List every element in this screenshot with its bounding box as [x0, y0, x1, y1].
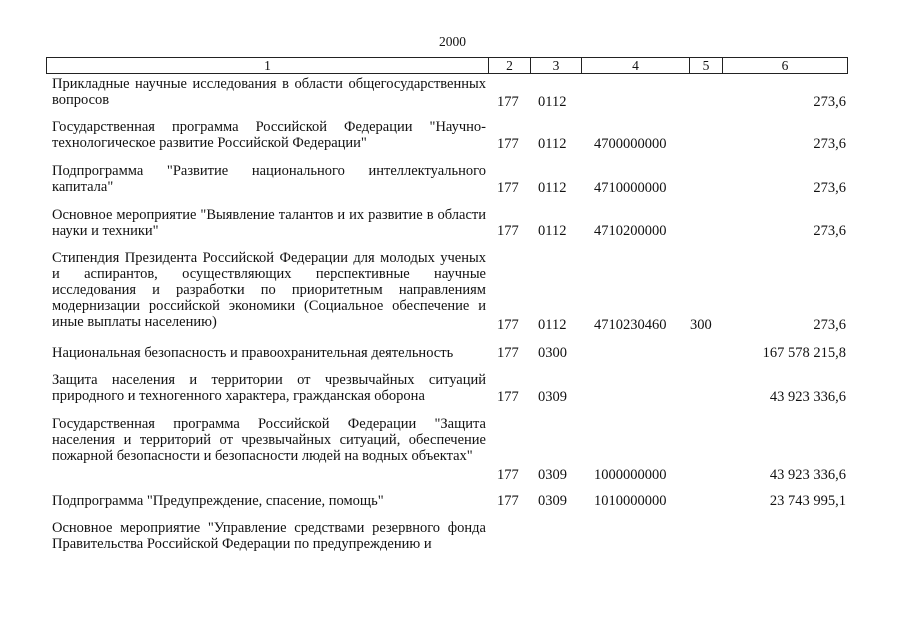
column-header-3: 3	[531, 58, 582, 74]
row-rz-code: 0112	[538, 136, 567, 152]
row-amount: 273,6	[813, 223, 846, 239]
row-rz-code: 0112	[538, 94, 567, 110]
row-gr-code: 177	[497, 345, 519, 361]
row-amount: 43 923 336,6	[769, 467, 846, 483]
row-description: Государственная программа Российской Федерации "Защита населения и территорий от чрезвычайных ситуаций, обеспечение пожарной безопасности и безопасности людей на водных объектах"	[52, 416, 486, 464]
row-gr-code: 177	[497, 223, 519, 239]
row-description: Государственная программа Российской Федерации "Научно-технологическое развитие Российской Федерации"	[52, 119, 486, 151]
row-vr-code: 300	[690, 317, 712, 333]
row-description: Стипендия Президента Российской Федерации для молодых ученых и аспирантов, осуществляющих перспективные научные исследования и разработки по приоритетным направлениям модернизации российской экономики (Социальное обеспечение и иные выплаты населению)	[52, 250, 486, 330]
row-amount: 167 578 215,8	[762, 345, 846, 361]
row-amount: 43 923 336,6	[769, 389, 846, 405]
row-description: Подпрограмма "Предупреждение, спасение, помощь"	[52, 493, 384, 509]
row-gr-code: 177	[497, 94, 519, 110]
row-csr-code: 4700000000	[594, 136, 667, 152]
row-gr-code: 177	[497, 389, 519, 405]
row-description: Национальная безопасность и правоохранительная деятельность	[52, 345, 454, 361]
row-gr-code: 177	[497, 317, 519, 333]
row-amount: 273,6	[813, 317, 846, 333]
row-rz-code: 0300	[538, 345, 567, 361]
row-gr-code: 177	[497, 493, 519, 509]
row-csr-code: 4710200000	[594, 223, 667, 239]
row-rz-code: 0112	[538, 317, 567, 333]
row-amount: 273,6	[813, 136, 846, 152]
row-csr-code: 1010000000	[594, 493, 667, 509]
row-description: Прикладные научные исследования в области общегосударственных вопросов	[52, 76, 486, 108]
row-gr-code: 177	[497, 180, 519, 196]
column-header-5: 5	[690, 58, 723, 74]
row-amount: 23 743 995,1	[769, 493, 846, 509]
row-rz-code: 0309	[538, 467, 567, 483]
row-csr-code: 4710230460	[594, 317, 667, 333]
row-rz-code: 0309	[538, 389, 567, 405]
row-description: Основное мероприятие "Управление средствами резервного фонда Правительства Российской Федерации по предупреждению и	[52, 520, 486, 552]
column-header-2: 2	[489, 58, 531, 74]
row-rz-code: 0112	[538, 180, 567, 196]
row-rz-code: 0309	[538, 493, 567, 509]
row-gr-code: 177	[497, 136, 519, 152]
row-csr-code: 4710000000	[594, 180, 667, 196]
column-header-row	[46, 57, 848, 74]
row-amount: 273,6	[813, 180, 846, 196]
column-header-4: 4	[582, 58, 690, 74]
page-number: 2000	[439, 34, 466, 49]
row-description: Подпрограмма "Развитие национального интеллектуального капитала"	[52, 163, 486, 195]
row-rz-code: 0112	[538, 223, 567, 239]
column-header-1: 1	[47, 58, 489, 74]
column-header-6: 6	[723, 58, 848, 74]
row-csr-code: 1000000000	[594, 467, 667, 483]
row-description: Основное мероприятие "Выявление талантов и их развитие в области науки и техники"	[52, 207, 486, 239]
row-amount: 273,6	[813, 94, 846, 110]
row-description: Защита населения и территории от чрезвычайных ситуаций природного и техногенного характера, гражданская оборона	[52, 372, 486, 404]
row-gr-code: 177	[497, 467, 519, 483]
